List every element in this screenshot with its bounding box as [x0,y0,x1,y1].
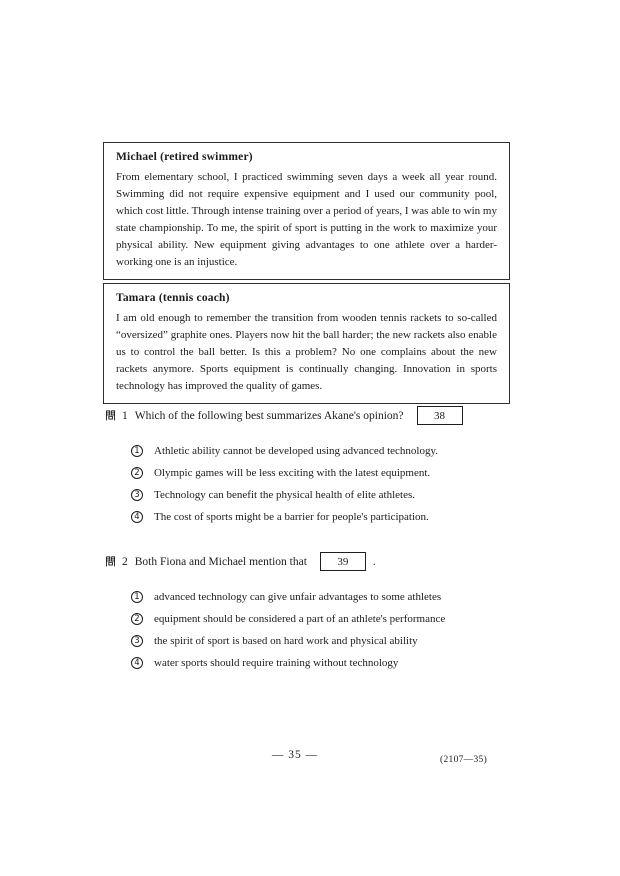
option-row [131,510,529,524]
option-row [131,488,529,502]
passage-box-tamara [103,283,510,404]
answer-box-39: 39 [320,552,366,571]
option-text: Technology can benefit the physical health of elite athletes. [154,489,415,501]
question-number: 1 [122,409,128,422]
passage-speaker: Michael (retired swimmer) [116,151,253,163]
circled-number-icon: 4 [131,511,143,523]
question-1-options [131,444,529,524]
circled-number-icon: 1 [131,445,143,457]
question-label [104,555,128,568]
option-row [131,444,529,458]
circled-number-icon: 4 [131,657,143,669]
question-prompt: Both Fiona and Michael mention that [134,555,307,568]
passage-text: I am old enough to remember the transition from wooden tennis rackets to so-called “oversized” graphite ones. Players now hit the ball harder; the new rackets also enable us to control the ball better. Is this a problem? No one complains about the new rackets anymore. Sports equipment is continually changing. Innovation in sports technology has improved the quality of games. [116,312,497,392]
option-row [131,612,529,626]
mon-kanji-icon [104,409,117,422]
question-2 [104,552,529,678]
option-text: advanced technology can give unfair advantages to some athletes [154,591,442,603]
option-text: Olympic games will be less exciting with the latest equipment. [154,467,431,479]
answer-box-38: 38 [417,406,463,425]
circled-number-icon: 2 [131,467,143,479]
option-text: equipment should be considered a part of an athlete's performance [154,613,446,625]
circled-number-icon: 1 [131,591,143,603]
circled-number-icon: 3 [131,489,143,501]
passage-boxes [103,142,510,404]
option-row [131,466,529,480]
option-text: the spirit of sport is based on hard work and physical ability [154,635,418,647]
page-number: — 35 — [271,749,319,761]
passage-text: From elementary school, I practiced swimming seven days a week all year round. Swimming did not require expensive equipment and I used our community pool, which cost little. Through intense training over a period of years, I was able to win my state championship. To me, the spirit of sport is putting in the work to maximize your physical ability. New equipment giving advantages to one athlete over a harder-working one is an injustice. [116,171,497,268]
question-2-options [131,590,529,670]
passage-box-michael [103,142,510,280]
option-row [131,656,529,670]
passage-speaker: Tamara (tennis coach) [116,292,230,304]
option-text: The cost of sports might be a barrier for people's participation. [154,511,429,523]
option-row [131,590,529,604]
document-code: (2107—35) [440,755,488,765]
question-1 [104,406,529,532]
circled-number-icon: 2 [131,613,143,625]
question-suffix: . [372,555,376,568]
question-label [104,409,128,422]
mon-kanji-icon [104,555,117,568]
question-2-head [104,552,529,571]
question-prompt: Which of the following best summarizes Akane's opinion? [134,409,404,422]
option-text: Athletic ability cannot be developed using advanced technology. [154,445,438,457]
option-row [131,634,529,648]
question-1-head [104,406,529,425]
circled-number-icon: 3 [131,635,143,647]
question-number: 2 [122,555,128,568]
option-text: water sports should require training without technology [154,657,399,669]
